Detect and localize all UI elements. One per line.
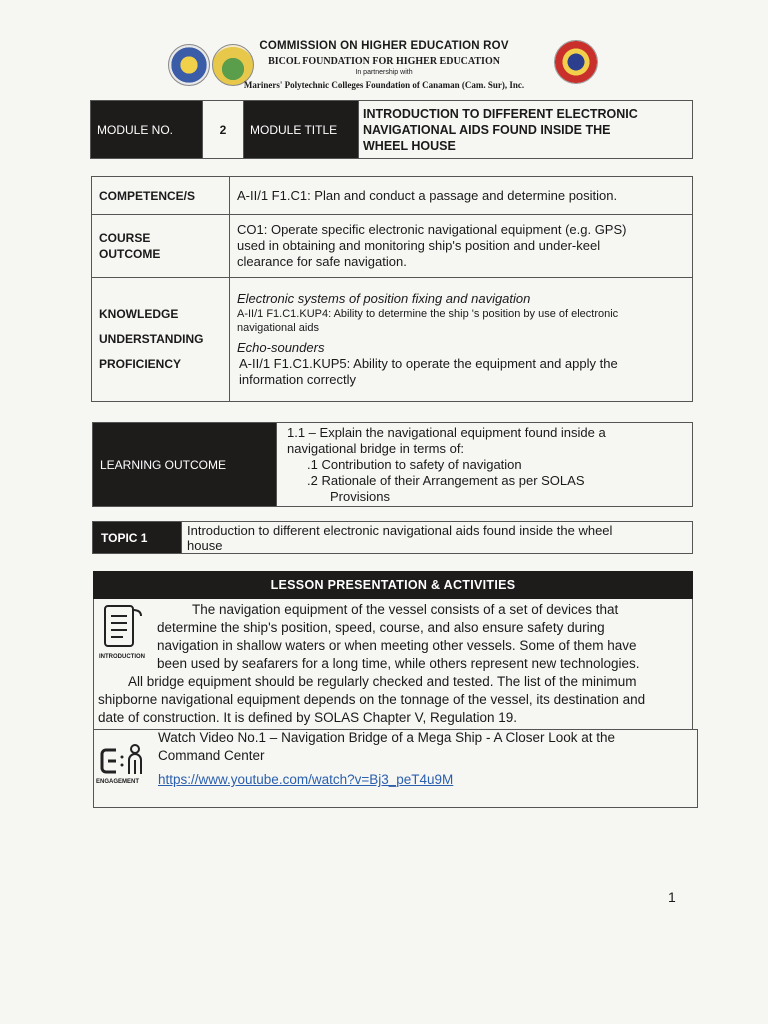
label-line: OUTCOME	[99, 247, 161, 261]
lesson-text: All bridge equipment should be regularly checked and tested. The list of the minimum	[128, 674, 637, 689]
module-title-line: NAVIGATIONAL AIDS FOUND INSIDE THE	[363, 122, 611, 137]
module-title	[359, 101, 693, 159]
kup-item: A-II/1 F1.C1.KUP5: Ability to operate the equipment and apply the	[239, 356, 618, 371]
foundation-title: BICOL FOUNDATION FOR HIGHER EDUCATION	[268, 56, 500, 67]
commission-title: COMMISSION ON HIGHER EDUCATION ROV	[259, 40, 509, 52]
kup-item: A-II/1 F1.C1.KUP4: Ability to determine the ship 's position by use of electronic	[237, 308, 619, 320]
outcome-line: 1.1 – Explain the navigational equipment found inside a	[287, 424, 606, 440]
label-line: KNOWLEDGE	[99, 307, 179, 321]
engagement-caption: ENGAGEMENT	[96, 779, 140, 785]
outcome-line: navigational bridge in terms of:	[287, 440, 465, 456]
outcome-line: CO1: Operate specific electronic navigational equipment (e.g. GPS)	[237, 222, 627, 237]
engagement-icon	[100, 744, 148, 778]
outcome-line: clearance for safe navigation.	[237, 254, 407, 269]
lesson-text: navigation in shallow waters or when meeting other vessels. Some of them have	[157, 638, 637, 653]
kup-label	[92, 278, 230, 402]
module-title-line: INTRODUCTION TO DIFFERENT ELECTRONIC	[363, 106, 638, 121]
lesson-text: shipborne navigational equipment depends on the tonnage of the vessel, its destination and	[98, 692, 646, 707]
module-no-label: MODULE NO.	[91, 101, 203, 159]
outcome-line: .1 Contribution to safety of navigation	[307, 456, 522, 472]
outcome-line: .2 Rationale of their Arrangement as per SOLAS	[307, 472, 585, 488]
kup-heading: Echo-sounders	[237, 340, 325, 355]
kup-value	[230, 278, 693, 402]
topic-line: house	[187, 537, 223, 553]
engagement-text: Command Center	[158, 748, 265, 763]
lesson-text: The navigation equipment of the vessel consists of a set of devices that	[192, 602, 619, 617]
engagement-text: Watch Video No.1 – Navigation Bridge of a Mega Ship - A Closer Look at the	[158, 730, 616, 745]
course-outcome-value	[230, 215, 693, 278]
course-outcome-label	[92, 215, 230, 278]
module-title-label: MODULE TITLE	[244, 101, 359, 159]
page-number: 1	[668, 889, 676, 905]
label-line: PROFICIENCY	[99, 357, 182, 371]
topic-table	[92, 521, 693, 554]
competence-label: COMPETENCE/S	[92, 177, 230, 215]
topic-label: TOPIC 1	[93, 522, 182, 554]
kup-item: information correctly	[239, 372, 357, 387]
label-line: UNDERSTANDING	[99, 332, 204, 346]
kup-item: navigational aids	[237, 322, 319, 334]
module-title-line: WHEEL HOUSE	[363, 138, 456, 153]
learning-outcome-table	[92, 422, 693, 507]
colleges-title: Mariners' Polytechnic Colleges Foundation of Canaman (Cam. Sur), Inc.	[243, 80, 525, 90]
partnership-text: In partnership with	[355, 69, 413, 76]
kup-heading: Electronic systems of position fixing and navigation	[237, 291, 531, 306]
topic-line: Introduction to different electronic navigational aids found inside the wheel	[187, 522, 613, 538]
introduction-caption: INTRODUCTION	[99, 654, 145, 660]
topic-value	[182, 522, 693, 554]
outcome-line: Provisions	[330, 488, 390, 504]
learning-outcome-label: LEARNING OUTCOME	[93, 423, 277, 507]
lesson-text: been used by seafarers for a long time, while others represent new technologies.	[157, 656, 640, 671]
label-line: COURSE	[99, 231, 151, 245]
module-table	[90, 100, 693, 159]
competence-value: A-II/1 F1.C1: Plan and conduct a passage and determine position.	[230, 177, 693, 215]
lesson-text: determine the ship's position, speed, course, and also ensure safety during	[157, 620, 605, 635]
lesson-heading: LESSON PRESENTATION & ACTIVITIES	[93, 571, 693, 599]
competence-table	[91, 176, 693, 402]
learning-outcome-value	[277, 423, 693, 507]
video-link[interactable]: https://www.youtube.com/watch?v=Bj3_peT4u9M	[158, 772, 454, 787]
introduction-icon	[100, 604, 144, 652]
module-no-value: 2	[203, 101, 244, 159]
outcome-line: used in obtaining and monitoring ship's position and under-keel	[237, 238, 601, 253]
lesson-text: date of construction. It is defined by SOLAS Chapter V, Regulation 19.	[98, 710, 518, 725]
